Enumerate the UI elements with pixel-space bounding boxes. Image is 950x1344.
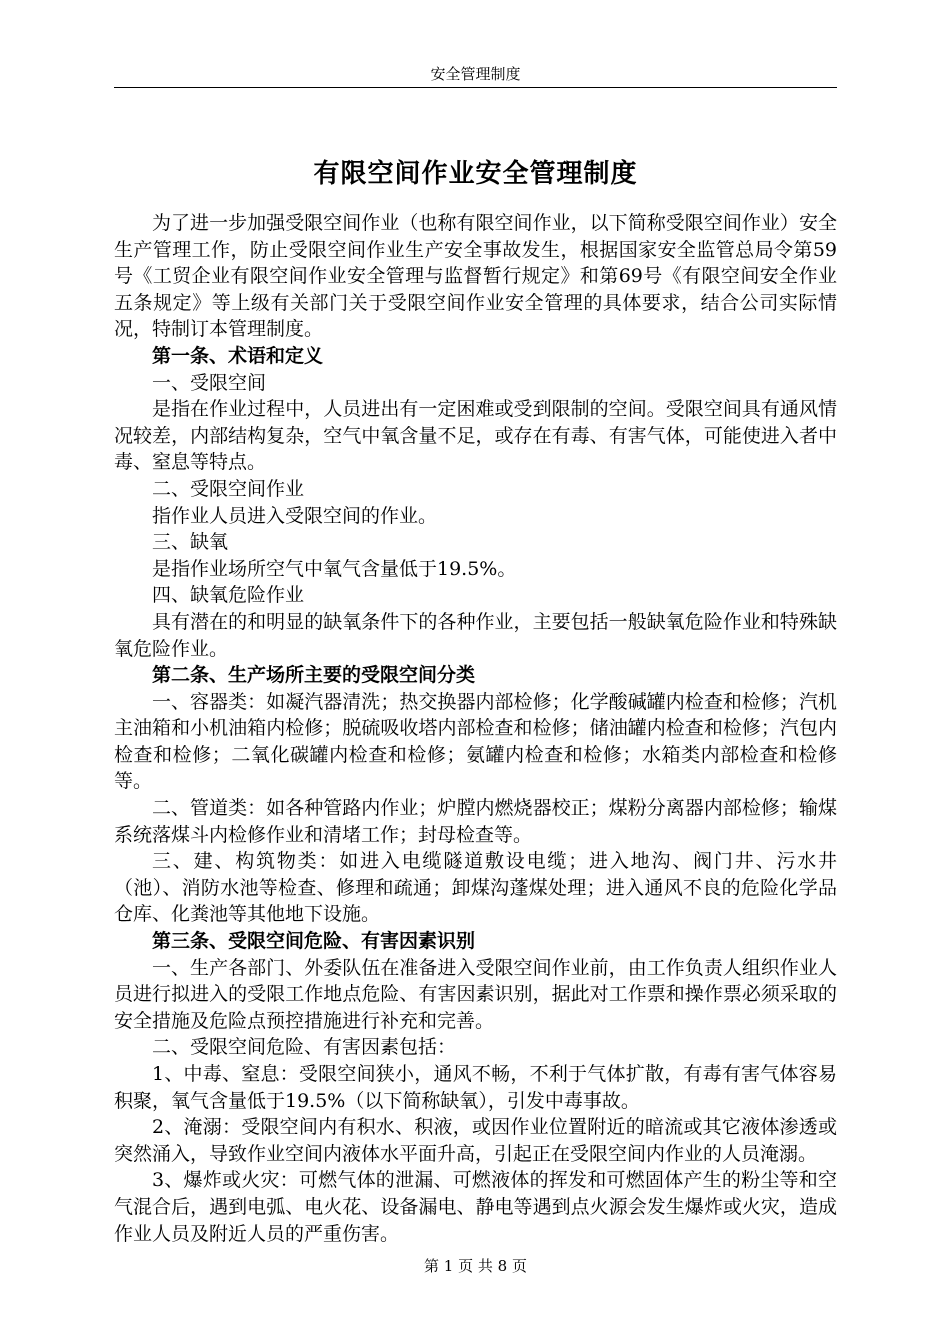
paragraph: 3、爆炸或火灾：可燃气体的泄漏、可燃液体的挥发和可燃固体产生的粉尘等和空气混合后，遇到电弧、电火花、设备漏电、静电等遇到点火源会发生爆炸或火灾，造成作业人员及附近人员的严重伤害。 bbox=[114, 1169, 837, 1245]
paragraph: 二、受限空间危险、有害因素包括： bbox=[152, 1036, 457, 1059]
paragraph: 三、缺氧 bbox=[152, 531, 229, 554]
paragraph: 三、建、构筑物类：如进入电缆隧道敷设电缆；进入地沟、阀门井、污水井（池）、消防水池等检查、修理和疏通；卸煤沟蓬煤处理；进入通风不良的危险化学品仓库、化粪池等其他地下设施。 bbox=[114, 850, 837, 926]
paragraph: 一、受限空间 bbox=[152, 371, 267, 394]
paragraph: 四、缺氧危险作业 bbox=[152, 584, 305, 607]
page-footer: 第 1 页 共 8 页 bbox=[424, 1257, 527, 1275]
paragraph: 一、容器类：如凝汽器清洗；热交换器内部检修；化学酸碱罐内检查和检修；汽机主油箱和小机油箱内检修；脱硫吸收塔内部检查和检修；储油罐内检查和检修；汽包内检查和检修；二氧化碳罐内检查和检修；氨罐内检查和检修；水箱类内部检查和检修等。 bbox=[114, 690, 837, 793]
paragraph: 二、受限空间作业 bbox=[152, 477, 305, 500]
document-title: 有限空间作业安全管理制度 bbox=[313, 159, 638, 189]
header-divider bbox=[114, 87, 837, 88]
section-heading: 第三条、受限空间危险、有害因素识别 bbox=[152, 930, 476, 953]
paragraph: 1、中毒、窒息：受限空间狭小，通风不畅，不利于气体扩散，有毒有害气体容易积聚，氧气含量低于19.5%（以下简称缺氧），引发中毒事故。 bbox=[114, 1063, 837, 1112]
paragraph: 为了进一步加强受限空间作业（也称有限空间作业，以下简称受限空间作业）安全生产管理工作，防止受限空间作业生产安全事故发生，根据国家安全监管总局令第59号《工贸企业有限空间作业安全管理与监督暂行规定》和第69号《有限空间安全作业五条规定》等上级有关部门关于受限空间作业安全管理的具体要求，结合公司实际情况，特制订本管理制度。 bbox=[114, 212, 837, 341]
section-heading: 第一条、术语和定义 bbox=[152, 344, 324, 367]
document-body bbox=[114, 210, 837, 1247]
paragraph: 是指作业场所空气中氧气含量低于19.5%。 bbox=[152, 557, 517, 580]
paragraph: 指作业人员进入受限空间的作业。 bbox=[152, 504, 438, 527]
paragraph: 2、淹溺：受限空间内有积水、积液，或因作业位置附近的暗流或其它液体渗透或突然涌入，导致作业空间内液体水平面升高，引起正在受限空间内作业的人员淹溺。 bbox=[114, 1116, 837, 1165]
page-header: 安全管理制度 bbox=[430, 65, 521, 83]
paragraph: 具有潜在的和明显的缺氧条件下的各种作业，主要包括一般缺氧危险作业和特殊缺氧危险作业。 bbox=[114, 610, 837, 660]
section-heading: 第二条、生产场所主要的受限空间分类 bbox=[152, 664, 476, 687]
paragraph: 是指在作业过程中，人员进出有一定困难或受到限制的空间。受限空间具有通风情况较差，内部结构复杂，空气中氧含量不足，或存在有毒、有害气体，可能使进入者中毒、窒息等特点。 bbox=[114, 398, 837, 474]
paragraph: 一、生产各部门、外委队伍在准备进入受限空间作业前，由工作负责人组织作业人员进行拟进入的受限工作地点危险、有害因素识别，据此对工作票和操作票必须采取的安全措施及危险点预控措施进行补充和完善。 bbox=[114, 956, 837, 1032]
paragraph: 二、管道类：如各种管路内作业；炉膛内燃烧器校正；煤粉分离器内部检修；输煤系统落煤斗内检修作业和清堵工作；封母检查等。 bbox=[114, 797, 837, 846]
